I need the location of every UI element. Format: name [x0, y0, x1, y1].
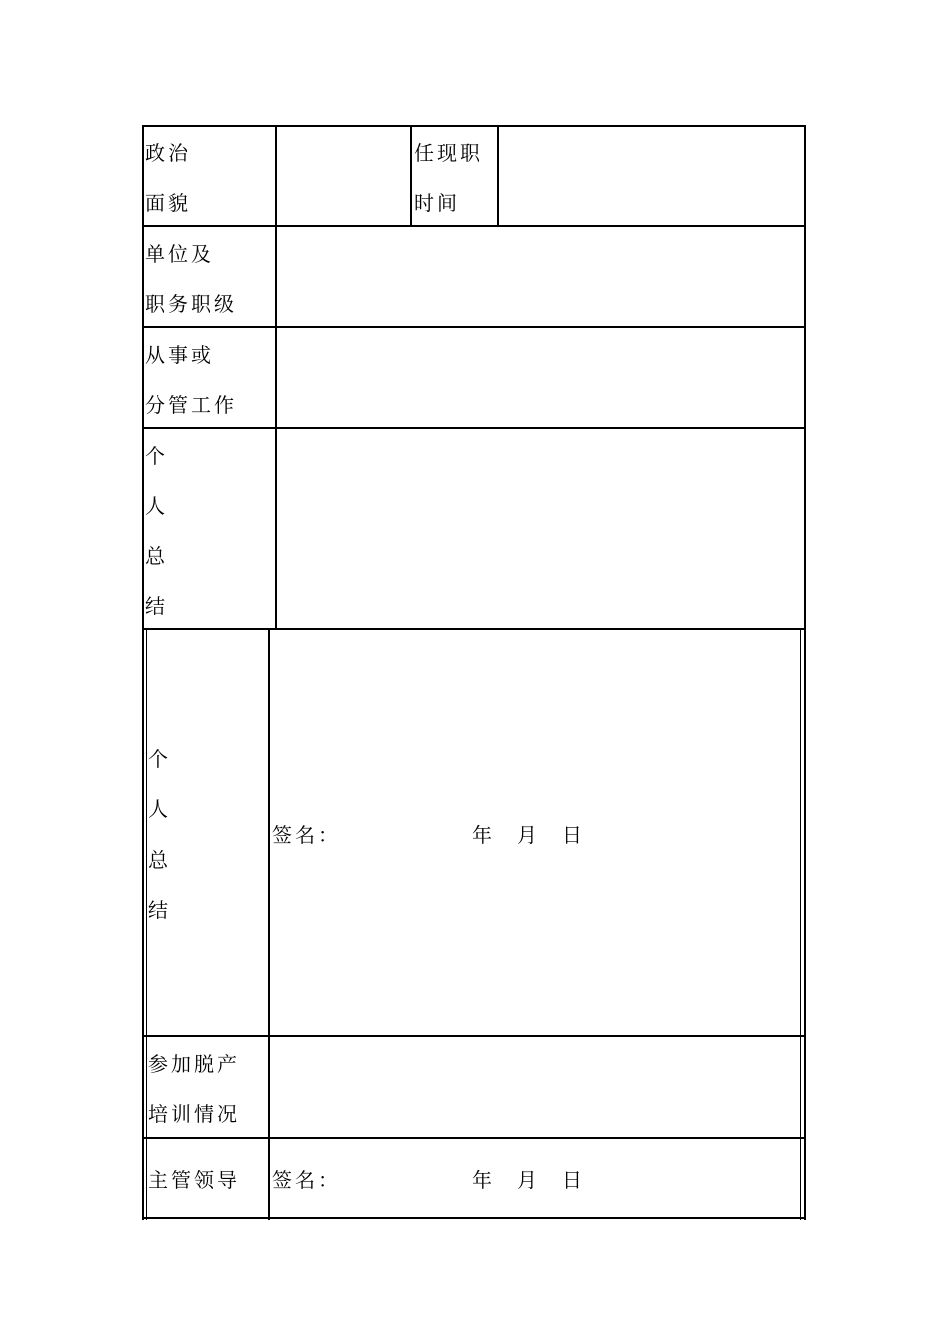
political-status-label-line2: 面貌: [145, 191, 191, 215]
political-status-label-line1: 政治: [145, 141, 191, 165]
personal-summary-2-char-3: 总: [148, 848, 171, 872]
current-post-time-label-line1: 任现职: [414, 141, 483, 165]
table-border-right: [804, 125, 806, 630]
unit-position-label-line2: 职务职级: [145, 292, 237, 316]
supervisor-date-month: 月: [517, 1168, 540, 1192]
personal-summary-date-day: 日: [562, 823, 585, 847]
table-border-left: [142, 125, 144, 1220]
personal-summary-1-char-4: 结: [145, 594, 168, 618]
row-divider-1: [142, 225, 806, 227]
personal-summary-date-year: 年: [472, 823, 495, 847]
table-border-top: [142, 125, 806, 127]
supervisor-date-day: 日: [562, 1168, 585, 1192]
personal-summary-2-char-2: 人: [148, 797, 171, 821]
personal-summary-2-char-4: 结: [148, 898, 171, 922]
supervisor-date-year: 年: [472, 1168, 495, 1192]
lower-right-outer-border: [804, 630, 806, 1220]
responsible-work-label-line2: 分管工作: [145, 393, 237, 417]
table-border-bottom: [142, 1217, 806, 1219]
personal-summary-1-char-1: 个: [145, 444, 168, 468]
personal-summary-1-char-2: 人: [145, 494, 168, 518]
personal-summary-2-char-1: 个: [148, 747, 171, 771]
political-status-value-divider: [410, 125, 412, 227]
unit-position-label-line1: 单位及: [145, 242, 214, 266]
personal-summary-signature-label: 签名：: [272, 823, 341, 847]
personal-summary-date-month: 月: [517, 823, 540, 847]
supervisor-signature-label: 签名：: [272, 1168, 341, 1192]
row-divider-6: [142, 1137, 806, 1139]
row-divider-3: [142, 427, 806, 429]
training-label-line1: 参加脱产: [148, 1052, 240, 1076]
current-post-time-divider: [497, 125, 499, 227]
row-divider-5: [142, 1035, 806, 1037]
row-divider-2: [142, 326, 806, 328]
row-divider-4: [142, 628, 806, 630]
lower-label-column-divider: [268, 630, 270, 1220]
lower-inner-left-border: [146, 630, 147, 1220]
responsible-work-label-line1: 从事或: [145, 343, 214, 367]
personal-summary-1-char-3: 总: [145, 544, 168, 568]
training-label-line2: 培训情况: [148, 1102, 240, 1126]
supervisor-label: 主管领导: [148, 1168, 240, 1192]
upper-label-column-divider: [275, 125, 277, 630]
lower-right-inner-border: [800, 630, 801, 1220]
current-post-time-label-line2: 时间: [414, 191, 460, 215]
